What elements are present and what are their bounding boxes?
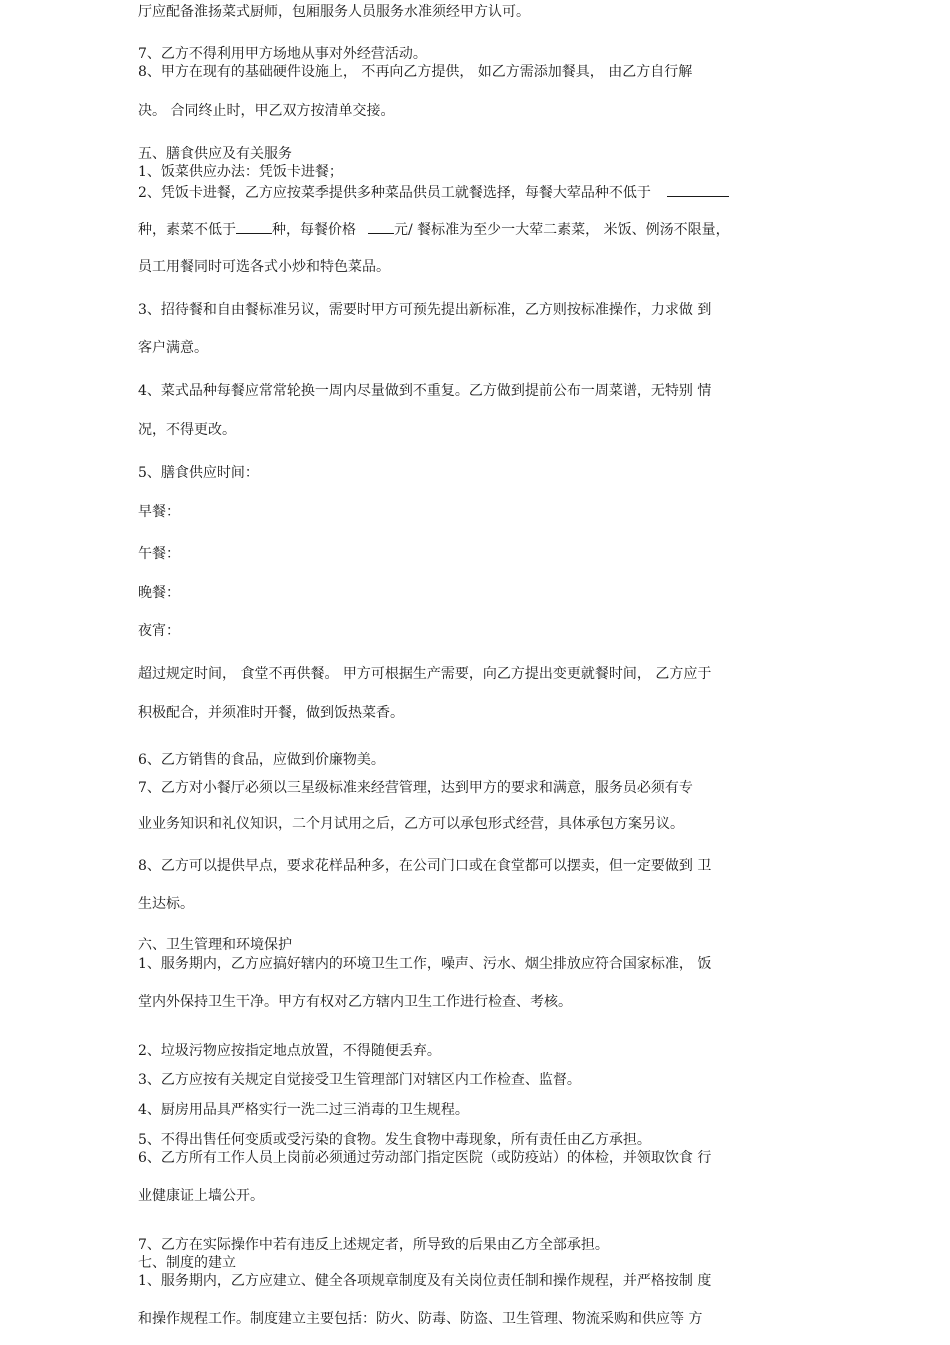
text-segment: 元/ 餐标准为至少一大荤二素菜， 米饭、例汤不限量，: [394, 222, 730, 238]
text-line: 况，不得更改。: [138, 422, 236, 438]
text-line: 员工用餐同时可选各式小炒和特色菜品。: [138, 259, 390, 275]
text-line: 2、垃圾污物应按指定地点放置，不得随便丢弃。: [138, 1043, 441, 1059]
text-line: 3、乙方应按有关规定自觉接受卫生管理部门对辖区内工作检查、监督。: [138, 1072, 581, 1088]
text-line: 8、乙方可以提供早点，要求花样品种多，在公司门口或在食堂都可以摆卖，但一定要做到 卫: [138, 858, 712, 874]
text-line: 积极配合，并须准时开餐，做到饭热菜香。: [138, 705, 404, 721]
text-line: 5、不得出售任何变质或受污染的食物。发生食物中毒现象，所有责任由乙方承担。: [138, 1132, 651, 1148]
text-line: 3、招待餐和自由餐标准另议，需要时甲方可预先提出新标准，乙方则按标准操作，力求做 到: [138, 302, 712, 318]
section-heading: 七、制度的建立: [138, 1255, 236, 1271]
text-line: 和操作规程工作。制度建立主要包括：防火、防毒、防盗、卫生管理、物流采购和供应等 方: [138, 1311, 703, 1327]
text-line: 厅应配备淮扬菜式厨师，包厢服务人员服务水准须经甲方认可。: [138, 4, 530, 20]
text-line: 4、厨房用品具严格实行一洗二过三消毒的卫生规程。: [138, 1102, 469, 1118]
text-line: 业健康证上墙公开。: [138, 1188, 264, 1204]
text-line: 晚餐：: [138, 585, 180, 601]
text-line: 6、乙方所有工作人员上岗前必须通过劳动部门指定医院（或防疫站）的体检，并领取饮食 行: [138, 1150, 712, 1166]
text-line: 生达标。: [138, 896, 194, 912]
text-line: 7、乙方不得利用甲方场地从事对外经营活动。: [138, 46, 427, 62]
text-line: 决。 合同终止时，甲乙双方按清单交接。: [138, 103, 395, 119]
text-line: [138, 182, 729, 202]
text-line: 6、乙方销售的食品，应做到价廉物美。: [138, 752, 385, 768]
text-line: 7、乙方在实际操作中若有违反上述规定者，所导致的后果由乙方全部承担。: [138, 1237, 609, 1253]
text-line: [138, 219, 730, 239]
text-line: 业业务知识和礼仪知识，二个月试用之后，乙方可以承包形式经营，具体承包方案另议。: [138, 816, 684, 832]
text-line: 堂内外保持卫生干净。甲方有权对乙方辖内卫生工作进行检查、考核。: [138, 994, 572, 1010]
text-line: 1、服务期内，乙方应建立、健全各项规章制度及有关岗位责任制和操作规程，并严格按制 度: [138, 1273, 712, 1289]
text-line: 1、服务期内，乙方应搞好辖内的环境卫生工作，噪声、污水、烟尘排放应符合国家标准， 饭: [138, 956, 712, 972]
text-line: 超过规定时间， 食堂不再供餐。 甲方可根据生产需要，向乙方提出变更就餐时间， 乙方应于: [138, 666, 712, 682]
section-heading: 五、膳食供应及有关服务: [138, 146, 292, 162]
text-line: 客户满意。: [138, 340, 208, 356]
text-segment: 种，素菜不低于: [138, 222, 236, 238]
text-line: 1、饭菜供应办法：凭饭卡进餐；: [138, 164, 343, 180]
text-line: 8、甲方在现有的基础硬件设施上， 不再向乙方提供， 如乙方需添加餐具， 由乙方自行解: [138, 64, 693, 80]
text-segment: 种，每餐价格: [272, 222, 356, 238]
text-line: 7、乙方对小餐厅必须以三星级标准来经营管理，达到甲方的要求和满意，服务员必须有专: [138, 780, 693, 796]
fill-blank: [667, 182, 729, 197]
text-line: 夜宵：: [138, 623, 180, 639]
section-heading: 六、卫生管理和环境保护: [138, 937, 292, 953]
fill-blank: [368, 219, 394, 234]
text-line: 4、菜式品种每餐应常常轮换一周内尽量做到不重复。乙方做到提前公布一周菜谱，无特别 情: [138, 383, 712, 399]
text-line: 5、膳食供应时间：: [138, 465, 259, 481]
text-segment: 2、凭饭卡进餐，乙方应按菜季提供多种菜品供员工就餐选择，每餐大荤品种不低于: [138, 185, 651, 201]
fill-blank: [236, 219, 272, 234]
text-line: 早餐：: [138, 504, 180, 520]
text-line: 午餐：: [138, 546, 180, 562]
